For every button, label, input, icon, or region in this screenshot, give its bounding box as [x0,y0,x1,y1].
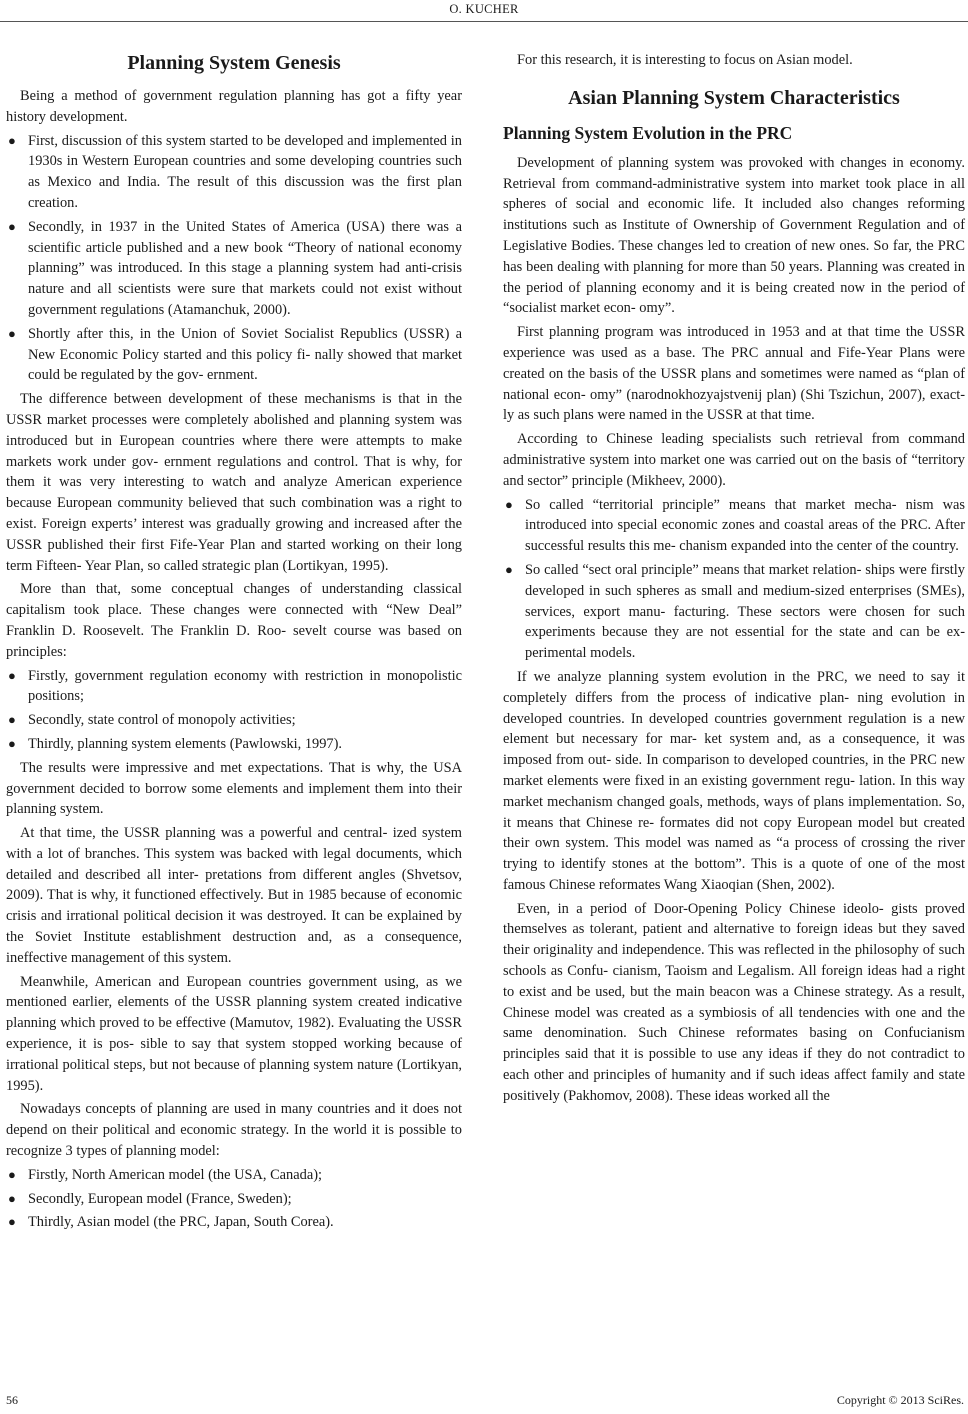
bullet-icon: ● [8,1166,16,1182]
list-item [6,1189,462,1210]
paragraph: Being a method of government regulation planning has got a fifty year history development. [6,88,462,125]
paragraph: The results were impressive and met expectations. That is why, the USA government decided to borrow some elements and implement them into their planning system. [6,759,462,818]
list-item [6,734,462,755]
bullet-icon: ● [8,712,16,728]
list-item-text: So called “sect oral principle” means that market relation- ships were firstly developed in such spheres as small and medium-sized enterprises (SMEs), services, export manu- facturing. These sectors were chosen for such experiments because they are not essential for the state and can be ex- perimental models. [525,561,965,662]
paragraph: For this research, it is interesting to focus on Asian model. [517,52,853,68]
list-item-text: Thirdly, planning system elements (Pawlowski, 1997). [28,735,343,752]
list-item-text: So called “territorial principle” means that market mecha- nism was introduced into special economic zones and coastal areas of the PRC. After successful results this me- chanism expanded into the center of the country. [525,496,965,555]
paragraph: More than that, some conceptual changes of understanding classical capitalism took place. These changes were connected with “New Deal” Franklin D. Roosevelt. The Franklin D. Roo- sevelt course was based on principles: [6,581,462,660]
list-item [6,666,462,708]
list-item-text: Secondly, European model (France, Sweden); [28,1190,292,1207]
list-item-text: Firstly, North American model (the USA, Canada); [28,1166,323,1183]
subsection-heading-prc: Planning System Evolution in the PRC [503,122,793,143]
bullet-icon: ● [8,667,16,683]
bullet-list [6,1165,462,1233]
section-heading-genesis: Planning System Genesis [127,52,341,74]
paragraph: Meanwhile, American and European countries government using, as we mentioned earlier, elements of the USSR planning system created indicative planning which proved to be effective (Mamutov, 1982). Evaluating the USSR experience, it is pos- sible to say that system stopped working because of irrational political steps, but not because of planning system nature (Lortikyan, 1995). [6,973,462,1094]
list-item-text: Thirdly, Asian model (the PRC, Japan, South Corea). [28,1214,334,1231]
list-item-text: First, discussion of this system started to be developed and implemented in 1930s in Western European countries and some developing countries such as Mexico and India. The result of this discussion was the first plan creation. [28,132,462,211]
bullet-icon: ● [8,1214,16,1230]
copyright-notice: Copyright © 2013 SciRes. [836,1393,964,1407]
bullet-icon: ● [505,561,513,577]
right-column [503,50,965,1110]
bullet-icon: ● [8,132,16,148]
header-rule [0,21,968,22]
list-item [6,1165,462,1186]
list-item [6,1212,462,1233]
list-item-text: Secondly, state control of monopoly activities; [28,712,296,729]
bullet-icon: ● [8,218,16,234]
list-item-text: Secondly, in 1937 in the United States of America (USA) there was a scientific article published and a new book “Theory of national economy planning” was introduced. In this stage a planning system had anti-crisis nature and all scientists were sure that markets could not exist without government regulations (Atamanchuk, 2000). [28,218,462,318]
running-head [0,0,968,22]
list-item [503,495,965,557]
list-item [6,131,462,214]
section-heading-asian-planning: Asian Planning System Characteristics [568,86,900,109]
paragraph: First planning program was introduced in 1953 and at that time the USSR experience was used as a base. The PRC annual and Fife-Year Plans were created on the basis of the USSR plans and sometimes were named as “plan of national econ- omy” (narodnokhozyajstvenij plan) (Shi Tszichun, 2007), exact- ly as such plans were named in the USSR at that time. [503,324,965,424]
list-item [6,217,462,321]
list-item-text: Firstly, government regulation economy with restriction in monopolistic positions; [28,667,462,705]
paragraph: Even, in a period of Door-Opening Policy Chinese ideolo- gists proved themselves as tolerant, patient and alternative to foreign ideas but they saved their originality and independence. This was reflected in the philosophy of such schools as Confu- cianism, Taoism and Legalism. All foreign ideas had a right to exist and be used, but the main beacon was a Chinese strategy. As a result, Chinese model was created as a symbiosis of all tendencies with one and the same denomination. Such Chinese reformates basing on Confucianism principles said that it is possible to use any ideas if they do not contradict to each other and principles of humanity and if such ideas affect family and state positively (Pakhomov, 2008). These ideas worked all the [503,900,965,1104]
paragraph: If we analyze planning system evolution in the PRC, we need to say it completely differs from the process of indicative plan- ning evolution in developed countries. In developed countries government regulation is a new element but necessary for mar- ket system and, as a consequence, it was imposed from out- side. In comparison to developed countries, in the PRC new market elements were fixed in an existing government regu- lation. In this way market mechanism changed goals, methods, ways of plans implementation. So, it means that Chinese re- formates did not copy European model but created their own system. This model was named as “a process of crossing the river trying to identify stones at the bottom”. This is a quote of one of the most famous Chinese reformates Wang Xiaoqian (Shen, 2002). [503,668,965,893]
bullet-list [6,131,462,387]
list-item-text: Shortly after this, in the Union of Soviet Socialist Republics (USSR) a New Economic Policy started and this policy fi- nally showed that market could be regulated by the gov- ernment. [28,325,462,384]
paragraph: Nowadays concepts of planning are used in many countries and it does not depend on their political and economic strategy. In the world it is possible to recognize 3 types of planning model: [6,1101,462,1160]
bullet-icon: ● [505,496,513,512]
paragraph: At that time, the USSR planning was a powerful and central- ized system with a lot of branches. This system was backed with legal documents, which detailed and described all inter- pretations from different angles (Shvetsov, 2009). That is why, it functioned effectively. But in 1985 because of economic crisis and irrational political decision it was destroyed. It can be explained by the Soviet Institute establishment destruction and, as a consequence, ineffective management of this system. [6,825,462,966]
running-head-text: O. KUCHER [449,2,519,16]
bullet-list [6,666,462,755]
paragraph: According to Chinese leading specialists such retrieval from command administrative system into market one was carried out on the basis of “territory and sector” principle (Mikheev, 2000). [503,431,965,489]
paragraph: The difference between development of these mechanisms is that in the USSR market processes were completely abolished and planning system was introduced but in European countries where there were attempts to make markets work under gov- ernment regulations and control. That is why, for them it was very interesting to watch and analyze American experience because European community believed that such combination was a right to exist. Foreign experts’ interest was gradually growing and increased after the USSR published their first Fife-Year Plan and started working on their long term Fifteen- Year Plan, so called strategic plan (Lortikyan, 1995). [6,391,462,574]
bullet-icon: ● [8,325,16,341]
list-item [6,324,462,386]
list-item [6,710,462,731]
bullet-list [503,495,965,664]
bullet-icon: ● [8,1190,16,1206]
bullet-icon: ● [8,735,16,751]
paragraph: Development of planning system was provoked with changes in economy. Retrieval from command-administrative system into market took place in all spheres of social and economic life. It included also changes reforming institutions such as Institute of Ownership of Government Regulation and of Legislative Bodies. These changes led to creation of new ones. So far, the PRC has been dealing with planning for more than 50 years. Planning was created in the period of planning economy and it is being created now in the period of “socialist market econ- omy”. [503,154,965,317]
page-number: 56 [6,1393,18,1407]
left-column [6,50,462,1236]
list-item [503,560,965,664]
